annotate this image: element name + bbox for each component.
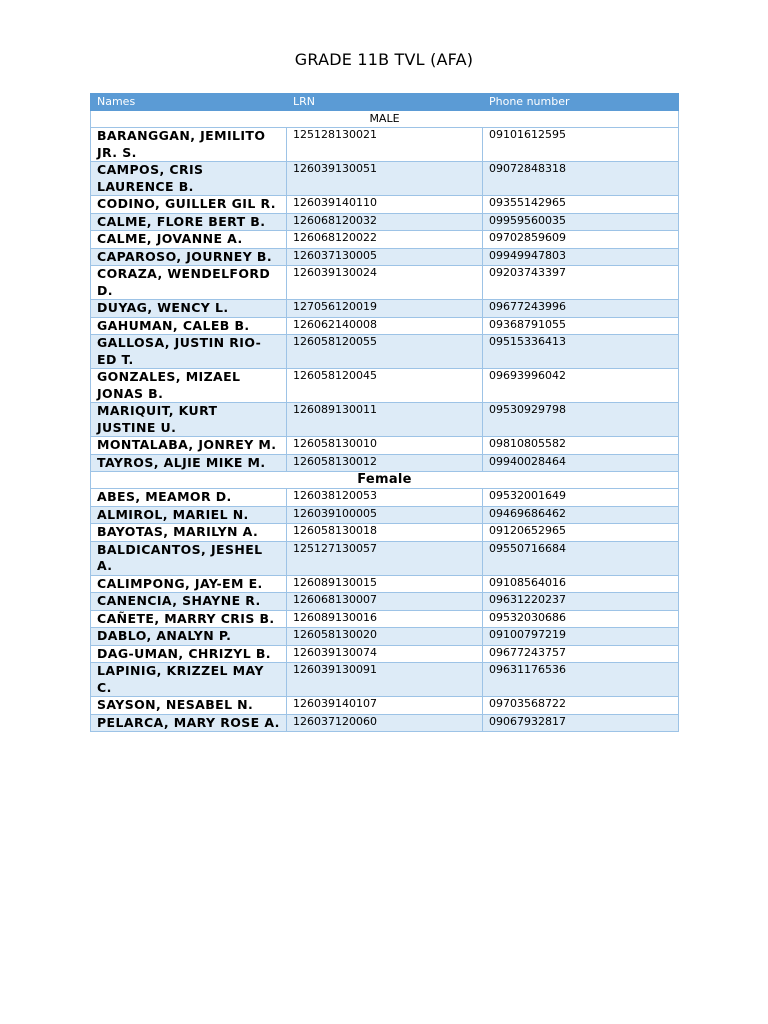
lrn-cell: 126039130074 bbox=[287, 645, 483, 663]
group-heading-row bbox=[91, 472, 679, 489]
student-name-cell: CAMPOS, CRIS LAURENCE B. bbox=[91, 162, 287, 196]
lrn-cell: 126058130020 bbox=[287, 628, 483, 646]
student-name-cell: CAÑETE, MARRY CRIS B. bbox=[91, 610, 287, 628]
phone-cell: 09810805582 bbox=[483, 437, 679, 455]
phone-cell: 09368791055 bbox=[483, 317, 679, 335]
table-row bbox=[91, 266, 679, 300]
lrn-cell: 126039130024 bbox=[287, 266, 483, 300]
table-row bbox=[91, 231, 679, 249]
table-row bbox=[91, 593, 679, 611]
student-name-cell: SAYSON, NESABEL N. bbox=[91, 697, 287, 715]
table-row bbox=[91, 162, 679, 196]
phone-cell: 09940028464 bbox=[483, 454, 679, 472]
table-row bbox=[91, 524, 679, 542]
lrn-cell: 125128130021 bbox=[287, 128, 483, 162]
table-row bbox=[91, 489, 679, 507]
student-name-cell: CAPAROSO, JOURNEY B. bbox=[91, 248, 287, 266]
lrn-cell: 126039130051 bbox=[287, 162, 483, 196]
lrn-cell: 126058130018 bbox=[287, 524, 483, 542]
phone-cell: 09631176536 bbox=[483, 663, 679, 697]
student-name-cell: GALLOSA, JUSTIN RIO-ED T. bbox=[91, 335, 287, 369]
student-roster-table bbox=[90, 93, 679, 732]
student-name-cell: MONTALABA, JONREY M. bbox=[91, 437, 287, 455]
student-name-cell: LAPINIG, KRIZZEL MAY C. bbox=[91, 663, 287, 697]
table-row bbox=[91, 300, 679, 318]
student-name-cell: DUYAG, WENCY L. bbox=[91, 300, 287, 318]
student-name-cell: TAYROS, ALJIE MIKE M. bbox=[91, 454, 287, 472]
table-row bbox=[91, 541, 679, 575]
student-name-cell: CALIMPONG, JAY-EM E. bbox=[91, 575, 287, 593]
student-name-cell: DABLO, ANALYN P. bbox=[91, 628, 287, 646]
lrn-cell: 126058120055 bbox=[287, 335, 483, 369]
student-name-cell: MARIQUIT, KURT JUSTINE U. bbox=[91, 403, 287, 437]
table-row bbox=[91, 128, 679, 162]
table-row bbox=[91, 628, 679, 646]
phone-cell: 09532030686 bbox=[483, 610, 679, 628]
table-header bbox=[91, 94, 679, 111]
student-name-cell: BALDICANTOS, JESHEL A. bbox=[91, 541, 287, 575]
phone-cell: 09072848318 bbox=[483, 162, 679, 196]
table-row bbox=[91, 335, 679, 369]
phone-cell: 09949947803 bbox=[483, 248, 679, 266]
lrn-cell: 126058130012 bbox=[287, 454, 483, 472]
header-phone: Phone number bbox=[483, 94, 679, 111]
student-name-cell: GONZALES, MIZAEL JONAS B. bbox=[91, 369, 287, 403]
lrn-cell: 126039130091 bbox=[287, 663, 483, 697]
student-name-cell: CALME, FLORE BERT B. bbox=[91, 213, 287, 231]
lrn-cell: 126037120060 bbox=[287, 714, 483, 732]
student-name-cell: CANENCIA, SHAYNE R. bbox=[91, 593, 287, 611]
phone-cell: 09959560035 bbox=[483, 213, 679, 231]
lrn-cell: 126037130005 bbox=[287, 248, 483, 266]
phone-cell: 09515336413 bbox=[483, 335, 679, 369]
document-title: GRADE 11B TVL (AFA) bbox=[294, 50, 474, 69]
group-label: MALE bbox=[91, 111, 679, 128]
phone-cell: 09101612595 bbox=[483, 128, 679, 162]
table-row bbox=[91, 248, 679, 266]
table-body bbox=[91, 111, 679, 732]
header-row bbox=[91, 94, 679, 111]
lrn-cell: 126089130015 bbox=[287, 575, 483, 593]
table-row bbox=[91, 610, 679, 628]
table-row bbox=[91, 196, 679, 214]
table-row bbox=[91, 663, 679, 697]
table-row bbox=[91, 213, 679, 231]
lrn-cell: 126058130010 bbox=[287, 437, 483, 455]
student-name-cell: ALMIROL, MARIEL N. bbox=[91, 506, 287, 524]
lrn-cell: 126039100005 bbox=[287, 506, 483, 524]
lrn-cell: 126068120032 bbox=[287, 213, 483, 231]
phone-cell: 09108564016 bbox=[483, 575, 679, 593]
table-row bbox=[91, 506, 679, 524]
group-heading-row bbox=[91, 111, 679, 128]
table-row bbox=[91, 645, 679, 663]
phone-cell: 09100797219 bbox=[483, 628, 679, 646]
phone-cell: 09550716684 bbox=[483, 541, 679, 575]
phone-cell: 09469686462 bbox=[483, 506, 679, 524]
lrn-cell: 126068130007 bbox=[287, 593, 483, 611]
lrn-cell: 126039140110 bbox=[287, 196, 483, 214]
lrn-cell: 126068120022 bbox=[287, 231, 483, 249]
phone-cell: 09631220237 bbox=[483, 593, 679, 611]
phone-cell: 09530929798 bbox=[483, 403, 679, 437]
table-row bbox=[91, 437, 679, 455]
lrn-cell: 126062140008 bbox=[287, 317, 483, 335]
lrn-cell: 126089130011 bbox=[287, 403, 483, 437]
table-row bbox=[91, 714, 679, 732]
student-name-cell: CORAZA, WENDELFORD D. bbox=[91, 266, 287, 300]
table-row bbox=[91, 697, 679, 715]
group-label: Female bbox=[91, 472, 679, 489]
phone-cell: 09067932817 bbox=[483, 714, 679, 732]
table-row bbox=[91, 403, 679, 437]
table-row bbox=[91, 454, 679, 472]
phone-cell: 09703568722 bbox=[483, 697, 679, 715]
student-name-cell: CODINO, GUILLER GIL R. bbox=[91, 196, 287, 214]
student-name-cell: GAHUMAN, CALEB B. bbox=[91, 317, 287, 335]
lrn-cell: 125127130057 bbox=[287, 541, 483, 575]
header-names: Names bbox=[91, 94, 287, 111]
student-name-cell: CALME, JOVANNE A. bbox=[91, 231, 287, 249]
phone-cell: 09693996042 bbox=[483, 369, 679, 403]
phone-cell: 09677243996 bbox=[483, 300, 679, 318]
table-row bbox=[91, 369, 679, 403]
student-name-cell: BARANGGAN, JEMILITO JR. S. bbox=[91, 128, 287, 162]
lrn-cell: 126089130016 bbox=[287, 610, 483, 628]
student-name-cell: BAYOTAS, MARILYN A. bbox=[91, 524, 287, 542]
lrn-cell: 127056120019 bbox=[287, 300, 483, 318]
phone-cell: 09677243757 bbox=[483, 645, 679, 663]
table-row bbox=[91, 575, 679, 593]
lrn-cell: 126058120045 bbox=[287, 369, 483, 403]
phone-cell: 09355142965 bbox=[483, 196, 679, 214]
student-name-cell: DAG-UMAN, CHRIZYL B. bbox=[91, 645, 287, 663]
phone-cell: 09120652965 bbox=[483, 524, 679, 542]
student-name-cell: PELARCA, MARY ROSE A. bbox=[91, 714, 287, 732]
lrn-cell: 126038120053 bbox=[287, 489, 483, 507]
lrn-cell: 126039140107 bbox=[287, 697, 483, 715]
header-lrn: LRN bbox=[287, 94, 483, 111]
phone-cell: 09702859609 bbox=[483, 231, 679, 249]
table-row bbox=[91, 317, 679, 335]
student-name-cell: ABES, MEAMOR D. bbox=[91, 489, 287, 507]
phone-cell: 09532001649 bbox=[483, 489, 679, 507]
phone-cell: 09203743397 bbox=[483, 266, 679, 300]
